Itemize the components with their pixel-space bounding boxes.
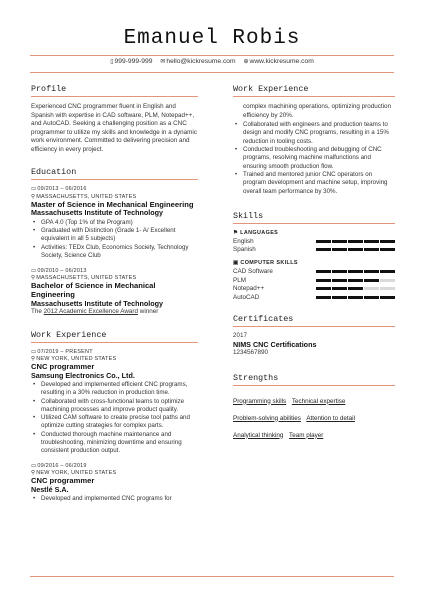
email-text: hello@kickresume.com <box>166 58 236 65</box>
contact-bar <box>0 58 424 65</box>
skill-row <box>233 245 395 254</box>
skill-category-computer: ▣ COMPUTER SKILLS <box>233 260 298 267</box>
skill-name: English <box>233 237 254 245</box>
skill-name: Notepad++ <box>233 285 265 293</box>
degree-title: Bachelor of Science in Mechanical Engineering <box>31 281 156 300</box>
job-role: CNC programmer <box>31 475 95 485</box>
globe-icon: ⊕ <box>243 59 249 65</box>
job-bullets <box>31 381 198 456</box>
email-contact[interactable] <box>160 58 235 65</box>
education-item <box>31 268 198 317</box>
strength-tag: Attention to detail <box>306 414 355 422</box>
certificates-heading: Certificates <box>233 314 395 327</box>
skill-level-segment <box>380 240 395 243</box>
skill-row <box>233 237 395 246</box>
award-link[interactable]: 2012 Academic Excellence Award <box>43 308 139 316</box>
education-item <box>31 186 198 260</box>
skill-level-segment <box>316 287 331 290</box>
skills-heading: Skills <box>233 211 395 224</box>
skill-level-segment <box>332 270 347 273</box>
header-divider <box>30 55 394 56</box>
strength-tag: Technical expertise <box>291 397 346 405</box>
skill-level-segment <box>364 270 379 273</box>
website-contact[interactable] <box>243 58 313 65</box>
email-icon: ✉ <box>160 59 166 65</box>
candidate-name: Emanuel Robis <box>123 27 301 50</box>
list-item: • Developed and implemented efficient CNC programs, resulting in a 30% reduction in production time. <box>31 381 198 398</box>
skill-category-languages: ⚑ LANGUAGES <box>233 229 279 236</box>
skill-level-bar <box>316 296 395 299</box>
skill-level-segment <box>316 279 331 282</box>
skill-level-bar <box>316 240 395 243</box>
location-pin-icon: ⚲ <box>31 275 36 282</box>
skill-level-bar <box>316 279 395 282</box>
location-pin-icon: ⚲ <box>31 193 36 200</box>
job-item <box>31 463 198 504</box>
skill-level-segment <box>348 287 363 290</box>
left-column <box>31 84 198 503</box>
strength-row <box>233 415 395 422</box>
phone-contact[interactable] <box>110 58 152 65</box>
website-text: www.kickresume.com <box>249 58 314 65</box>
strength-row <box>233 432 395 439</box>
computer-icon: ▣ <box>233 260 239 267</box>
footer-divider <box>30 576 394 577</box>
skill-level-segment <box>332 287 347 290</box>
work-continued-heading: Work Experience <box>233 84 395 97</box>
skill-row <box>233 267 395 276</box>
company-name: Nestlé S.A. <box>31 484 69 494</box>
list-item: • Utilized CAM software to create precise tool paths and optimize cutting strategies for complex parts. <box>31 414 198 431</box>
skill-row <box>233 293 395 302</box>
list-item: • GPA 4.0 (Top 1% of the Program) <box>31 219 198 227</box>
skill-name: CAD Software <box>233 268 273 276</box>
profile-text: Experienced CNC programmer fluent in English and Spanish with expertise in CAD software, PLM, Notepad++, and AutoCAD. Seeking a challenging position as a CNC programmer to utilize my skills and knowledge in a dynamic work environment. Committed to delivering precision and efficiency in every project. <box>31 103 197 153</box>
job-item <box>31 349 198 456</box>
job-bullets <box>233 121 395 196</box>
company-name: Samsung Electronics Co., Ltd. <box>31 370 135 380</box>
skill-level-segment <box>332 296 347 299</box>
education-heading: Education <box>31 167 198 180</box>
calendar-icon: ▭ <box>31 186 37 193</box>
job-role: CNC programmer <box>31 361 95 371</box>
skill-level-segment <box>364 240 379 243</box>
job-location: ⚲NEW YORK, UNITED STATES <box>31 469 117 476</box>
skill-level-segment <box>348 270 363 273</box>
location-pin-icon: ⚲ <box>31 355 36 362</box>
calendar-icon: ▭ <box>31 462 37 469</box>
strength-tag: Analytical thinking <box>233 431 284 439</box>
education-dates: ▭09/2010 – 06/2013 <box>31 268 87 275</box>
education-location: ⚲MASSACHUSETTS, UNITED STATES <box>31 193 137 200</box>
location-pin-icon: ⚲ <box>31 469 36 476</box>
job-dates: ▭07/2019 – PRESENT <box>31 348 93 355</box>
skill-row <box>233 276 395 285</box>
calendar-icon: ▭ <box>31 348 37 355</box>
header-divider <box>30 72 394 73</box>
skill-level-bar <box>316 287 395 290</box>
list-item: • Graduated with Distinction (Grade 1- A/ Excellent equivalent in all 5 subjects) <box>31 227 198 244</box>
skill-level-segment <box>332 279 347 282</box>
strength-tag: Team player <box>289 431 324 439</box>
job-location: ⚲NEW YORK, UNITED STATES <box>31 355 117 362</box>
skill-level-segment <box>316 296 331 299</box>
list-item: • Trained and mentored junior CNC operators on program development and machine setup, improving overall team performance by 30%. <box>233 171 395 196</box>
skill-level-segment <box>316 240 331 243</box>
award-note: The 2012 Academic Excellence Award winner <box>31 308 159 316</box>
skill-level-segment <box>348 248 363 251</box>
school-name: Massachusetts Institute of Technology <box>31 298 164 308</box>
skill-level-segment <box>380 279 395 282</box>
skill-name: PLM <box>233 276 246 284</box>
calendar-icon: ▭ <box>31 268 37 275</box>
list-item: • Developed and implemented CNC programs for <box>31 495 198 503</box>
education-bullets <box>31 219 198 260</box>
skill-level-segment <box>348 279 363 282</box>
strengths-heading: Strengths <box>233 373 395 386</box>
school-name: Massachusetts Institute of Technology <box>31 208 164 218</box>
skill-level-segment <box>364 279 379 282</box>
skill-level-segment <box>348 296 363 299</box>
work-heading: Work Experience <box>31 330 198 343</box>
job-dates: ▭09/2016 – 06/2019 <box>31 462 87 469</box>
skill-name: AutoCAD <box>233 294 260 302</box>
skill-name: Spanish <box>233 246 256 254</box>
certificate-name: NIMS CNC Certifications <box>233 339 317 349</box>
education-dates: ▭09/2013 – 06/2016 <box>31 186 87 193</box>
skill-level-segment <box>364 248 379 251</box>
skill-level-segment <box>380 287 395 290</box>
skill-level-segment <box>348 240 363 243</box>
list-item: • Conducted thorough machine maintenance and troubleshooting, minimizing downtime and ensuring consistent production output. <box>31 431 198 456</box>
list-item: • Activities: TEDx Club, Economics Society, Technology Society, Science Club <box>31 244 198 261</box>
certificate-year: 2017 <box>233 332 248 339</box>
phone-icon: ▯ <box>110 59 114 65</box>
job-bullets <box>31 495 198 503</box>
skill-level-segment <box>332 240 347 243</box>
skill-level-segment <box>364 287 379 290</box>
skill-level-segment <box>332 248 347 251</box>
skill-level-segment <box>316 270 331 273</box>
skill-level-segment <box>380 248 395 251</box>
profile-heading: Profile <box>31 84 198 97</box>
skill-level-segment <box>316 248 331 251</box>
skill-level-segment <box>364 296 379 299</box>
strength-row <box>233 398 395 405</box>
list-item: • Collaborated with cross-functional teams to optimize machining processes and improve product quality. <box>31 398 198 415</box>
strength-tag: Problem-solving abilities <box>233 414 301 422</box>
strength-tag: Programming skills <box>233 397 287 405</box>
skill-level-bar <box>316 248 395 251</box>
translate-icon: ⚑ <box>233 229 239 236</box>
skill-level-segment <box>380 296 395 299</box>
continued-bullet-text: complex machining operations, optimizing production efficiency by 20%. <box>243 103 392 119</box>
degree-title: Master of Science in Mechanical Engineering <box>31 199 194 209</box>
right-column <box>233 84 395 449</box>
list-item: • Conducted troubleshooting and debugging of CNC programs, resolving machine malfunctions and ensuring smooth production flow. <box>233 146 395 171</box>
skill-level-bar <box>316 270 395 273</box>
certificate-id: 1234567890 <box>233 349 269 356</box>
skill-row <box>233 285 395 294</box>
list-item: • Collaborated with engineers and production teams to design and modify CNC programs, resulting in a 15% reduction in tooling costs. <box>233 121 395 146</box>
education-location: ⚲MASSACHUSETTS, UNITED STATES <box>31 275 137 282</box>
skill-level-segment <box>380 270 395 273</box>
phone-text: 999-999-999 <box>114 58 153 65</box>
